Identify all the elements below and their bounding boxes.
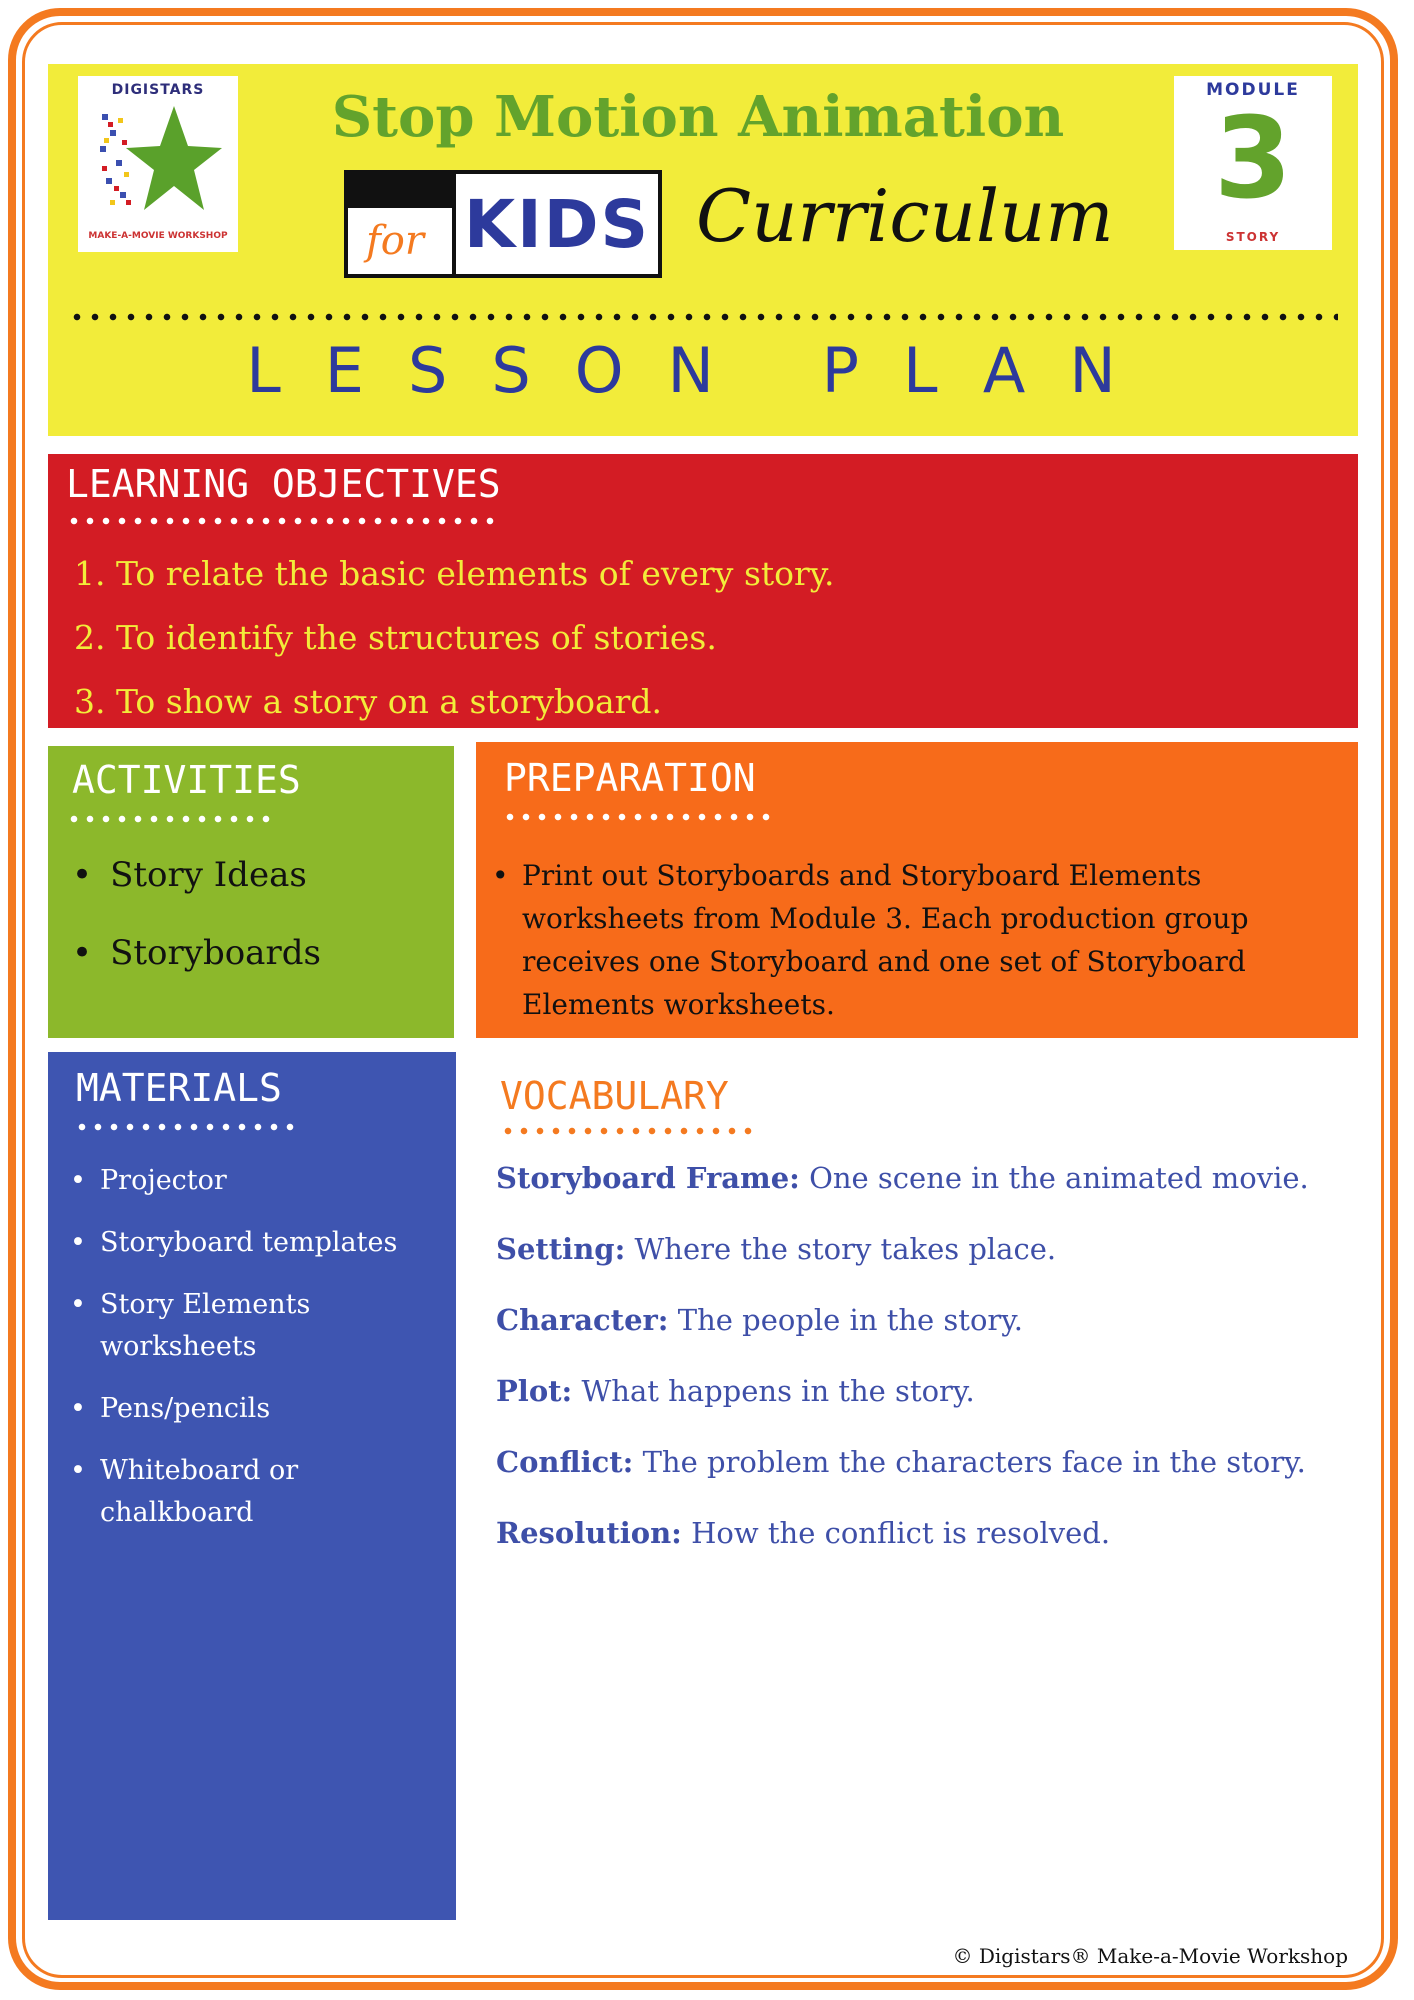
activities-heading: ACTIVITIES (72, 758, 301, 802)
material-item: • Whiteboard or chalkboard (64, 1450, 444, 1534)
objective-item: 1. To relate the basic elements of every story. (74, 554, 835, 593)
dotted-underline (66, 516, 498, 526)
materials-list (64, 1160, 444, 1554)
material-item: • Projector (64, 1160, 444, 1202)
preparation-section: PREPARATION • Print out Storyboards and Storyboard Elements worksheets from Module 3. Each production group receives one Storyboard and one set of Storyboard Elements worksheets. (476, 742, 1358, 1038)
vocab-term: Setting: (496, 1232, 626, 1266)
for-kids-badge (344, 170, 662, 278)
logo-subtitle: MAKE-A-MOVIE WORKSHOP (88, 231, 228, 241)
dotted-underline (500, 1126, 756, 1136)
vocab-item (496, 1300, 1376, 1371)
objectives-list (74, 542, 835, 734)
objective-item: 2. To identify the structures of stories. (74, 618, 717, 657)
vocab-item (496, 1442, 1376, 1513)
material-item: • Pens/pencils (64, 1388, 444, 1430)
vocab-term: Storyboard Frame: (496, 1161, 800, 1195)
vocab-definition: Where the story takes place. (625, 1232, 1057, 1266)
material-item: • Storyboard templates (64, 1222, 444, 1264)
vocab-item (496, 1371, 1376, 1442)
for-label: for (366, 218, 425, 264)
vocab-definition: How the conflict is resolved. (681, 1516, 1111, 1550)
vocab-term: Character: (496, 1303, 669, 1337)
lesson-plan-heading: LESSON PLAN (246, 334, 1160, 407)
vocab-item (496, 1513, 1376, 1584)
vocab-term: Conflict: (496, 1445, 634, 1479)
module-label: MODULE (1206, 80, 1300, 100)
vocab-definition: What happens in the story. (572, 1374, 975, 1408)
kids-label: KIDS (464, 186, 651, 263)
preparation-heading: PREPARATION (504, 756, 756, 800)
learning-objectives-section (48, 454, 1358, 728)
preparation-text: Print out Storyboards and Storyboard Elements worksheets from Module 3. Each production group receives one Storyboard and one set of Storyboard Elements worksheets. (522, 859, 1249, 1021)
activity-item: • Story Ideas (72, 846, 321, 924)
materials-heading: MATERIALS (76, 1066, 282, 1110)
vocabulary-heading: VOCABULARY (500, 1074, 729, 1118)
activities-list (72, 846, 321, 1002)
activities-section (48, 746, 454, 1038)
header-banner (48, 64, 1358, 436)
vocab-item (496, 1229, 1376, 1300)
copyright-footer: © Digistars® Make-a-Movie Workshop (952, 1944, 1348, 1968)
activity-item: • Storyboards (72, 924, 321, 1002)
dotted-underline (74, 1122, 298, 1132)
module-number: 3 (1214, 94, 1292, 224)
material-item: • Story Elements worksheets (64, 1284, 444, 1368)
page-title: Stop Motion Animation (331, 84, 1065, 150)
module-subtitle: STORY (1225, 230, 1281, 244)
vocab-definition: The people in the story. (668, 1303, 1024, 1337)
objective-item: 3. To show a story on a storyboard. (74, 682, 663, 721)
vocab-term: Plot: (496, 1374, 573, 1408)
vocabulary-list (496, 1158, 1376, 1584)
dotted-underline (66, 814, 274, 824)
module-badge (1174, 76, 1332, 250)
dotted-divider (68, 312, 1338, 322)
vocab-definition: One scene in the animated movie. (799, 1161, 1309, 1195)
vocab-item (496, 1158, 1376, 1229)
objectives-heading: LEARNING OBJECTIVES (66, 462, 501, 506)
vocab-term: Resolution: (496, 1516, 682, 1550)
vocab-definition: The problem the characters face in the story. (633, 1445, 1306, 1479)
curriculum-label: Curriculum (696, 174, 1114, 258)
dotted-underline (502, 812, 774, 822)
star-icon (96, 100, 226, 228)
logo-title: DIGISTARS (111, 82, 205, 98)
digistars-logo (78, 76, 238, 252)
materials-section (48, 1052, 456, 1920)
